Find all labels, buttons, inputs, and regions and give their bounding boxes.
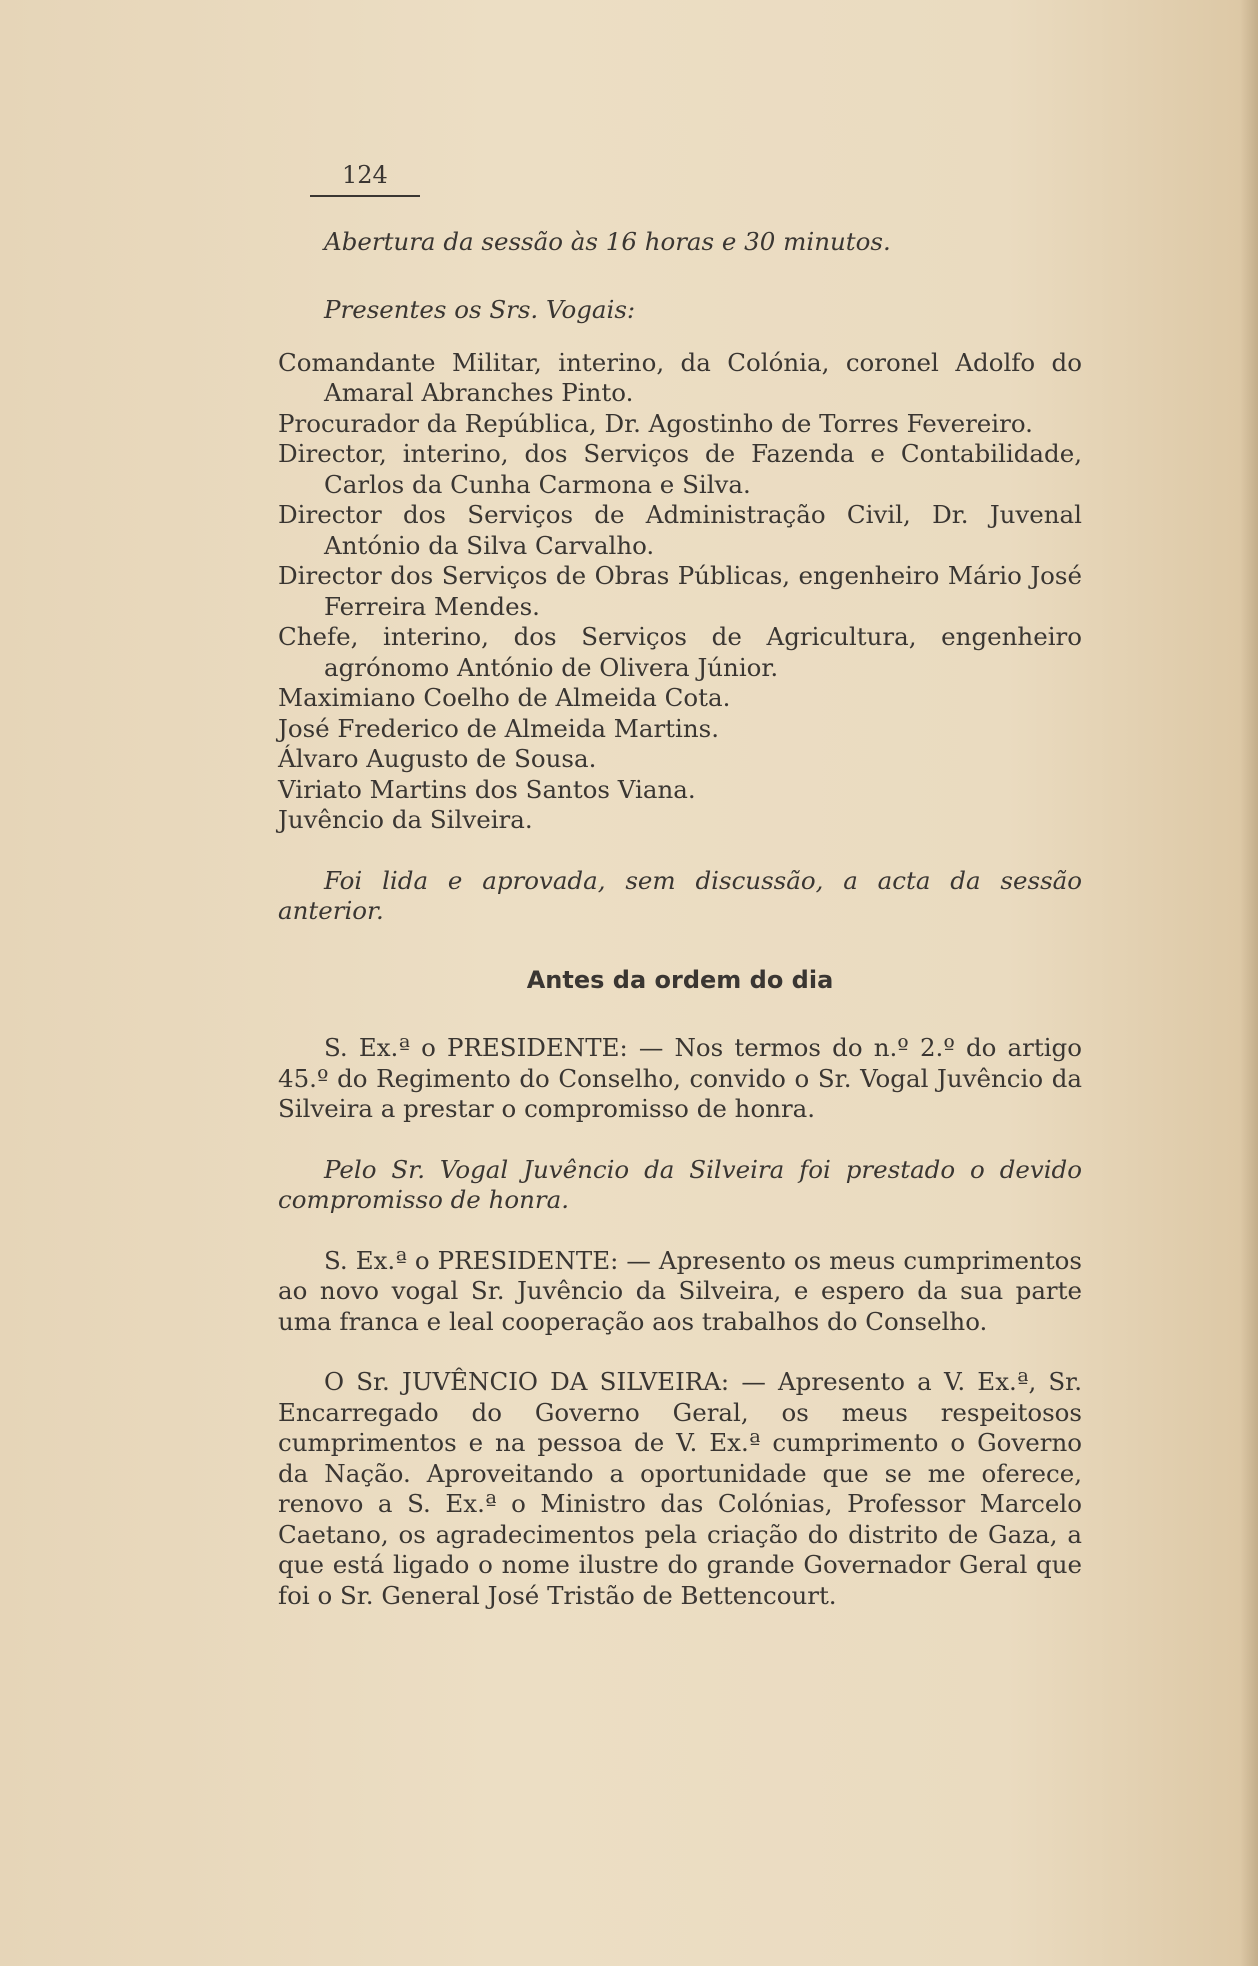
attendee-item: José Frederico de Almeida Martins. — [278, 713, 719, 743]
speech-text: — Nos termos do n.º 2.º do artigo 45.º do Regimento do Conselho, convido o Sr. Vogal Juvêncio da Silveira a prestar o compromisso de honra. — [278, 1033, 1082, 1123]
minutes-note: Foi lida e aprovada, sem discussão, a acta da sessão anterior. — [278, 865, 1082, 925]
speaker-label: S. Ex.ª o PRESIDENTE: — [324, 1245, 619, 1275]
speaker-label: S. Ex.ª o PRESIDENTE: — [324, 1033, 628, 1062]
session-opening: Abertura da sessão às 16 horas e 30 minutos. — [324, 226, 891, 256]
present-heading: Presentes os Srs. Vogais: — [324, 295, 636, 324]
page-edge-shadow — [1240, 0, 1258, 1966]
speaker-label: O Sr. JUVÊNCIO DA SILVEIRA: — [324, 1367, 730, 1396]
speech-paragraph — [278, 1367, 1082, 1611]
attendee-item: Director dos Serviços de Obras Públicas, engenheiro Mário José Ferreira Mendes. — [278, 561, 1082, 621]
attendee-item: Director, interino, dos Serviços de Fazenda e Contabilidade, Carlos da Cunha Carmona e Silva. — [278, 439, 1082, 499]
attendee-item: Juvêncio da Silveira. — [278, 805, 533, 834]
document-body — [278, 160, 1082, 1611]
attendee-item: Procurador da República, Dr. Agostinho de Torres Fevereiro. — [278, 408, 1033, 438]
attendee-item: Álvaro Augusto de Sousa. — [278, 744, 597, 773]
section-heading: Antes da ordem do dia — [526, 965, 834, 994]
oath-note: Pelo Sr. Vogal Juvêncio da Silveira foi prestado o devido compromisso de honra. — [278, 1154, 1082, 1214]
attendee-item: Maximiano Coelho de Almeida Cota. — [278, 683, 731, 712]
attendee-list — [278, 348, 1082, 836]
speech-text: — Apresento os meus cumprimentos ao novo vogal Sr. Juvêncio da Silveira, e espero da sua parte uma franca e leal cooperação aos trabalhos do Conselho. — [278, 1245, 1082, 1336]
attendee-item: Chefe, interino, dos Serviços de Agricultura, engenheiro agrónomo António de Olivera Júnior. — [278, 622, 1082, 682]
page-number: 124 — [278, 160, 1082, 197]
speech-paragraph — [278, 1033, 1082, 1125]
attendee-item: Comandante Militar, interino, da Colónia, coronel Adolfo do Amaral Abranches Pinto. — [278, 347, 1082, 407]
speech-paragraph — [278, 1246, 1082, 1338]
attendee-item: Viriato Martins dos Santos Viana. — [278, 774, 696, 804]
speech-text: — Apresento a V. Ex.ª, Sr. Encarregado do Governo Geral, os meus respeitosos cumprimentos e na pessoa de V. Ex.ª cumprimento o Governo da Nação. Aproveitando a oportunidade que se me oferece, renovo a S. Ex.ª o Ministro das Colónias, Professor Marcelo Caetano, os agradecimentos pela criação do distrito de Gaza, a que está ligado o nome ilustre do grande Governador Geral que foi o Sr. General José Tristão de Bettencourt. — [278, 1367, 1082, 1610]
attendee-item: Director dos Serviços de Administração Civil, Dr. Juvenal António da Silva Carvalho. — [278, 500, 1082, 560]
